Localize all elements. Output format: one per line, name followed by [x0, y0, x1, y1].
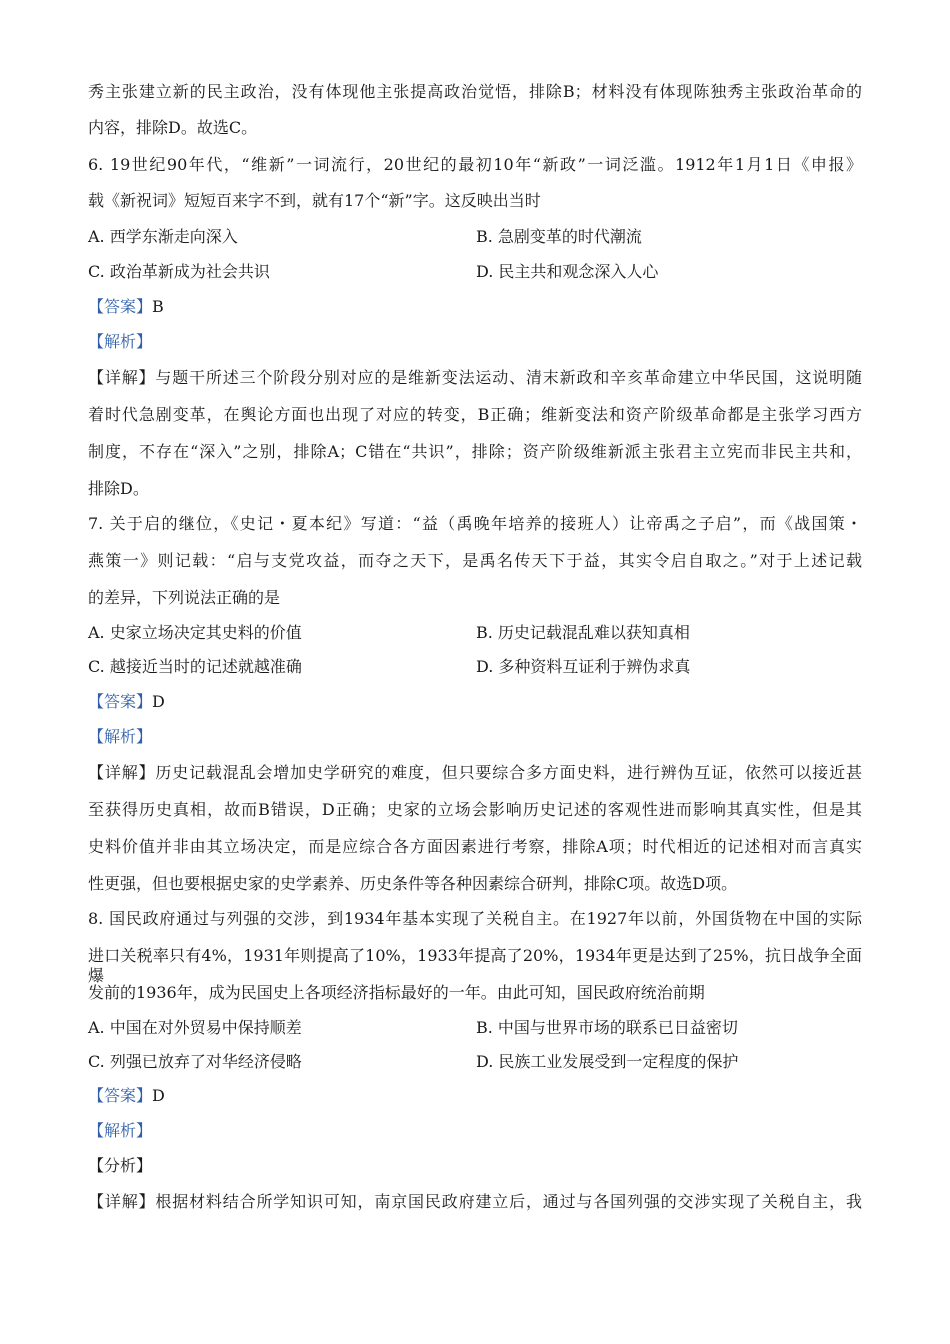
prev-analysis-line-1: 秀主张建立新的民主政治，没有体现他主张提高政治觉悟，排除B；材料没有体现陈独秀主张政治革命的: [88, 82, 862, 101]
q7-detail-line-4: 性更强，但也要根据史家的史学素养、历史条件等各种因素综合研判，排除C项。故选D项。: [88, 874, 738, 893]
q7-detail-tag: 【详解】: [88, 763, 156, 782]
q8-detail-text-1: 根据材料结合所学知识可知，南京国民政府建立后，通过与各国列强的交涉实现了关税自主，我: [155, 1192, 862, 1211]
q6-answer: [88, 297, 164, 317]
q8-option-b: B. 中国与世界市场的联系已日益密切: [476, 1018, 738, 1037]
q7-analysis-tag: 【解析】: [88, 727, 153, 746]
prev-analysis-line-2: 内容，排除D。故选C。: [88, 118, 258, 137]
q7-answer-value: D: [152, 692, 165, 711]
q6-detail-line-2: 着时代急剧变革，在舆论方面也出现了对应的转变，B正确；维新变法和资产阶级革命都是主张学习西方: [88, 405, 862, 424]
q6-detail-tag: 【详解】: [88, 368, 156, 387]
q8-fenxi-tag: 【分析】: [88, 1156, 153, 1175]
q7-option-d: D. 多种资料互证利于辨伪求真: [476, 657, 691, 676]
q6-option-c: C. 政治革新成为社会共识: [88, 262, 270, 281]
q7-answer-tag: 【答案】: [88, 692, 153, 711]
q7-option-c: C. 越接近当时的记述就越准确: [88, 657, 302, 676]
q6-answer-tag: 【答案】: [88, 297, 153, 316]
q6-detail-line-3: 制度，不存在“深入”之别，排除A；C错在“共识”，排除；资产阶级维新派主张君主立宪而非民主共和，: [88, 442, 862, 461]
q6-stem-line-2: 载《新祝词》短短百来字不到，就有17个“新”字。这反映出当时: [88, 191, 541, 210]
q6-stem-line-1: 6. 19世纪90年代，“维新”一词流行，20世纪的最初10年“新政”一词泛滥。1912年1月1日《申报》: [88, 155, 862, 174]
q8-stem-line-2: 进口关税率只有4%，1931年则提高了10%，1933年提高了20%，1934年更是达到了25%，抗日战争全面爆: [88, 946, 862, 985]
q8-stem-line-1: 8. 国民政府通过与列强的交涉，到1934年基本实现了关税自主。在1927年以前，外国货物在中国的实际: [88, 909, 862, 928]
q7-stem-line-2: 燕策一》则记载：“启与支党攻益，而夺之天下，是禹名传天下于益，其实令启自取之。”对于上述记载: [88, 551, 862, 570]
q8-answer-tag: 【答案】: [88, 1086, 153, 1105]
q7-answer: [88, 692, 165, 712]
q8-stem-line-3: 发前的1936年，成为民国史上各项经济指标最好的一年。由此可知，国民政府统治前期: [88, 983, 705, 1002]
q6-option-a: A. 西学东渐走向深入: [88, 227, 238, 246]
q6-detail-line-4: 排除D。: [88, 479, 149, 498]
q7-detail-line-3: 史料价值并非由其立场决定，而是应综合各方面因素进行考察，排除A项；时代相近的记述相对而言真实: [88, 837, 862, 856]
q6-option-d: D. 民主共和观念深入人心: [476, 262, 659, 281]
q8-option-c: C. 列强已放弃了对华经济侵略: [88, 1052, 302, 1071]
q8-analysis-tag: 【解析】: [88, 1121, 153, 1140]
q7-detail-text-1: 历史记载混乱会增加史学研究的难度，但只要综合多方面史料，进行辨伪互证，依然可以接近甚: [155, 763, 862, 782]
q7-detail-line-1: [88, 763, 862, 783]
q8-option-d: D. 民族工业发展受到一定程度的保护: [476, 1052, 739, 1071]
q8-detail-tag: 【详解】: [88, 1192, 156, 1211]
q6-detail-text-1: 与题干所述三个阶段分别对应的是维新变法运动、清末新政和辛亥革命建立中华民国，这说明随: [155, 368, 862, 387]
q7-option-b: B. 历史记载混乱难以获知真相: [476, 623, 690, 642]
q7-detail-line-2: 至获得历史真相，故而B错误，D正确；史家的立场会影响历史记述的客观性进而影响其真实性，但是其: [88, 800, 862, 819]
q8-answer: [88, 1086, 165, 1106]
q6-option-b: B. 急剧变革的时代潮流: [476, 227, 642, 246]
q7-stem-line-3: 的差异，下列说法正确的是: [88, 588, 281, 607]
q7-option-a: A. 史家立场决定其史料的价值: [88, 623, 302, 642]
q8-option-a: A. 中国在对外贸易中保持顺差: [88, 1018, 302, 1037]
q6-answer-value: B: [152, 297, 164, 316]
q7-stem-line-1: 7. 关于启的继位，《史记・夏本纪》写道：“益（禹晚年培养的接班人）让帝禹之子启”，而《战国策・: [88, 514, 862, 533]
q8-detail-line-1: [88, 1192, 862, 1212]
q8-answer-value: D: [152, 1086, 165, 1105]
q6-analysis-tag: 【解析】: [88, 332, 153, 351]
q6-detail-line-1: [88, 368, 862, 388]
